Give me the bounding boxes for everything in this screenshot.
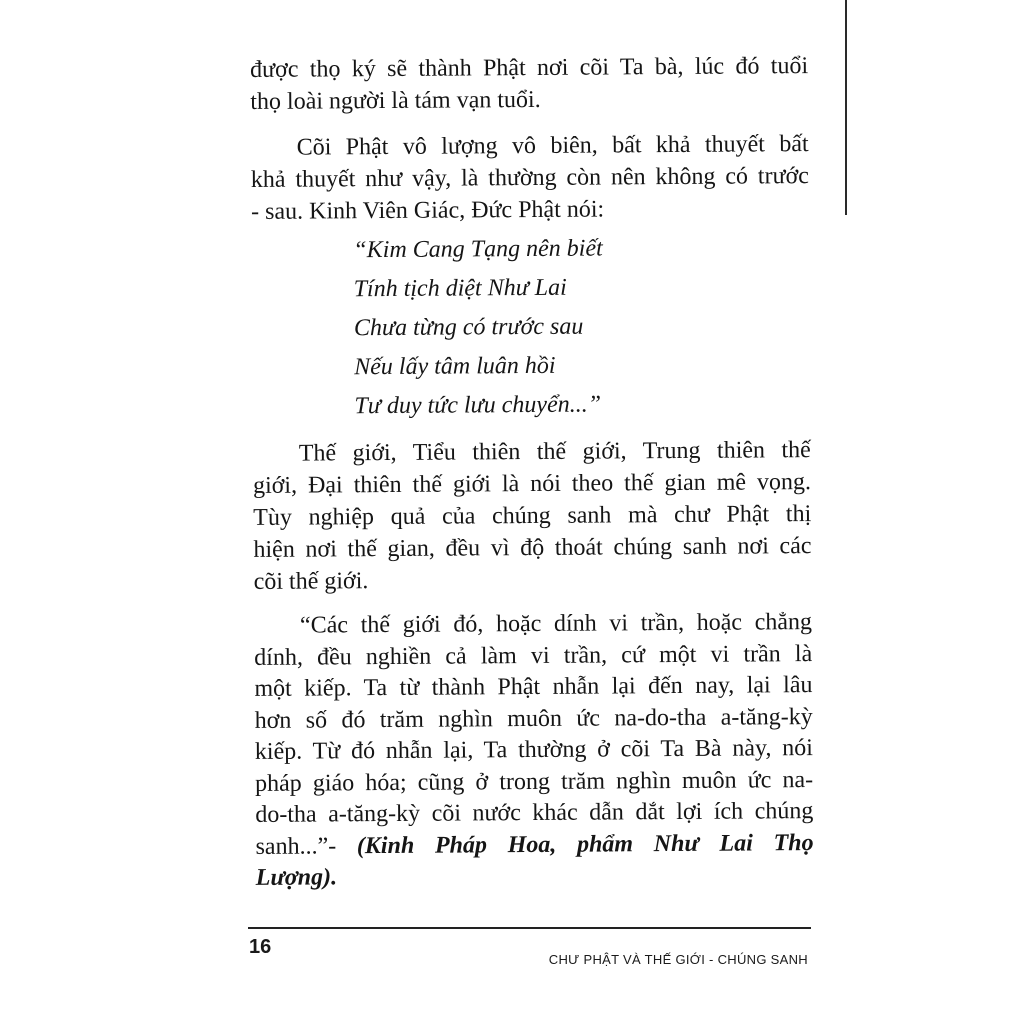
paragraph-worlds: [253, 434, 812, 598]
text-line: do-tha a-tăng-kỳ cõi nước khác dẫn dắt lợi ích chúng: [255, 798, 814, 828]
verse-quote: [251, 228, 810, 427]
citation-source: (Kinh Pháp Hoa, phẩm Như Lai Thọ: [356, 829, 814, 859]
verse-line: Chưa từng có trước sau: [353, 313, 584, 342]
text-line: khả thuyết như vậy, là thường còn nên không có trước: [250, 163, 809, 193]
citation-source-end: Lượng).: [255, 864, 338, 891]
paragraph-buddha-lands: [251, 128, 810, 228]
verse-line: Tư duy tức lưu chuyển...”: [354, 391, 602, 420]
page-edge-line: [845, 0, 847, 215]
text-line: “Các thế giới đó, hoặc dính vi trần, hoặc chẳng: [299, 609, 813, 639]
running-title: CHƯ PHẬT VÀ THẾ GIỚI - CHÚNG SANH: [548, 952, 808, 967]
text-line: Tùy nghiệp quả của chúng sanh mà chư Phật thị: [253, 501, 812, 531]
text-line: Thế giới, Tiểu thiên thế giới, Trung thiên thế: [298, 437, 811, 467]
quote-end-text: sanh...”-: [255, 832, 357, 860]
verse-line: Nếu lấy tâm luân hồi: [354, 352, 556, 381]
text-line: [256, 859, 814, 894]
paragraph-lotus-sutra-quote: [254, 607, 814, 894]
footer-rule: [248, 927, 811, 929]
text-line: kiếp. Từ đó nhẫn lại, Ta thường ở cõi Ta Bà này, nói: [254, 735, 813, 765]
text-line: một kiếp. Ta từ thành Phật nhẫn lại đến nay, lại lâu: [254, 672, 813, 702]
page-body: [250, 50, 814, 894]
text-line: Cõi Phật vô lượng vô biên, bất khả thuyết bất: [296, 131, 809, 161]
paragraph-continuation: [250, 50, 808, 118]
text-line: dính, đều nghiền cả làm vi trần, cứ một vi trần là: [254, 640, 813, 671]
verse-line: Tính tịch diệt Như Lai: [353, 274, 567, 303]
text-line: giới, Đại thiên thế giới là nói theo thế gian mê vọng.: [252, 469, 812, 499]
text-line: cõi thế giới.: [253, 568, 369, 595]
text-line: hơn số đó trăm nghìn muôn ức na-do-tha a-tăng-kỳ: [254, 703, 813, 734]
text-line: được thọ ký sẽ thành Phật nơi cõi Ta bà, lúc đó tuổi: [250, 53, 809, 83]
text-line: [255, 828, 813, 863]
text-line: - sau. Kinh Viên Giác, Đức Phật nói:: [251, 196, 605, 225]
text-line: pháp giáo hóa; cũng ở trong trăm nghìn muôn ức na-: [255, 766, 814, 797]
text-line: hiện nơi thế gian, đều vì độ thoát chúng sanh nơi các: [253, 533, 812, 563]
text-line: thọ loài người là tám vạn tuổi.: [250, 86, 541, 115]
page-number: 16: [249, 936, 272, 958]
verse-line: “Kim Cang Tạng nên biết: [353, 235, 603, 264]
